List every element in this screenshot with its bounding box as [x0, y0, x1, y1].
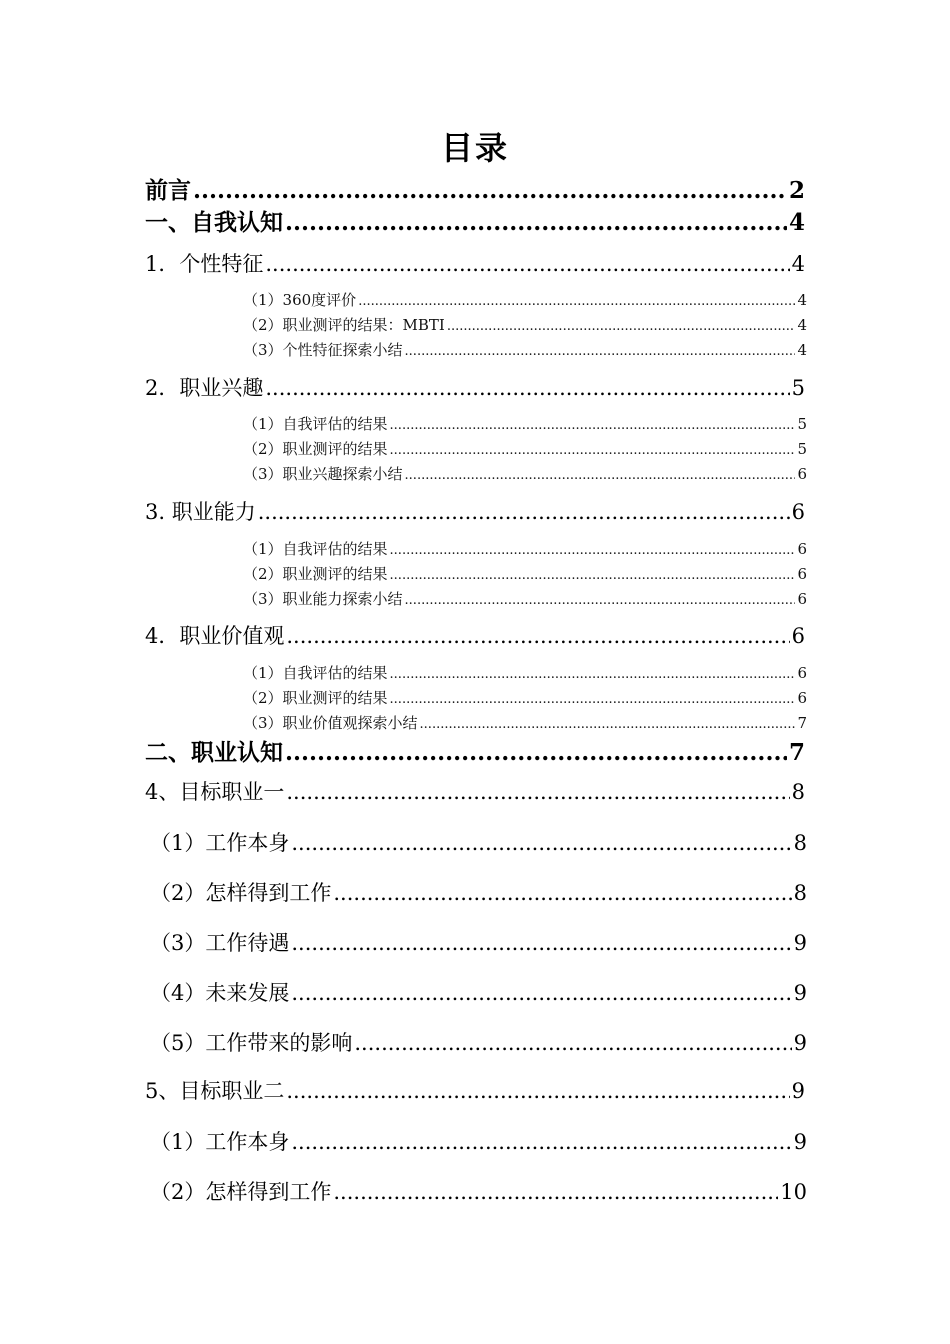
toc-entry[interactable]: [243, 413, 807, 437]
toc-entry-page-number: 7: [788, 739, 805, 766]
dot-leader: [390, 689, 796, 711]
toc-entry[interactable]: [145, 498, 805, 526]
toc-entry[interactable]: [145, 176, 805, 206]
toc-entry-page-number: 9: [793, 931, 807, 955]
dot-leader: [286, 778, 789, 806]
toc-entry-page-number: 4: [788, 209, 805, 236]
dot-leader: [390, 440, 796, 462]
toc-entry-page-number: 4: [797, 316, 807, 334]
toc-entry[interactable]: [145, 738, 805, 768]
toc-entry[interactable]: [243, 662, 807, 686]
toc-entry-page-number: 6: [797, 565, 807, 583]
toc-entry[interactable]: [243, 687, 807, 711]
dot-leader: [265, 374, 789, 402]
dot-leader: [291, 1127, 791, 1157]
dot-leader: [390, 415, 796, 437]
toc-entry-page-number: 9: [793, 981, 807, 1005]
toc-entry-label: （4）未来发展: [150, 981, 290, 1005]
toc-entry-page-number: 9: [793, 1031, 807, 1055]
dot-leader: [286, 622, 789, 650]
dot-leader: [420, 714, 796, 736]
dot-leader: [258, 498, 790, 526]
dot-leader: [333, 878, 791, 908]
toc-entry[interactable]: [150, 928, 807, 958]
toc-entry[interactable]: [243, 438, 807, 462]
toc-entry-page-number: 8: [793, 881, 807, 905]
toc-entry-label: （3）工作待遇: [150, 931, 290, 955]
toc-entry-page-number: 5: [797, 415, 807, 433]
toc-entry-label: 1．个性特征: [145, 252, 264, 276]
dot-leader: [333, 1177, 778, 1207]
dot-leader: [291, 978, 791, 1008]
dot-leader: [405, 465, 796, 487]
toc-entry[interactable]: [243, 289, 807, 313]
toc-entry[interactable]: [145, 374, 805, 402]
toc-entry[interactable]: [243, 563, 807, 587]
dot-leader: [390, 565, 796, 587]
toc-entry[interactable]: [150, 1127, 807, 1157]
toc-entry[interactable]: [243, 314, 807, 338]
toc-entry-label: （1）自我评估的结果: [243, 540, 388, 558]
dot-leader: [447, 316, 796, 338]
toc-entry[interactable]: [243, 538, 807, 562]
toc-entry-label: 前言: [145, 177, 191, 204]
toc-entry[interactable]: [243, 712, 807, 736]
toc-title: 目录: [440, 129, 509, 167]
toc-entry-label: （3）职业能力探索小结: [243, 590, 403, 608]
toc-entry-page-number: 6: [791, 624, 805, 648]
toc-entry-page-number: 6: [797, 590, 807, 608]
toc-entry[interactable]: [145, 622, 805, 650]
toc-entry-page-number: 6: [797, 540, 807, 558]
toc-entry-label: 2．职业兴趣: [145, 376, 264, 400]
dot-leader: [285, 208, 787, 238]
toc-entry-label: （3）职业兴趣探索小结: [243, 465, 403, 483]
toc-entry-label: 一、自我认知: [145, 209, 283, 236]
toc-entry[interactable]: [243, 463, 807, 487]
toc-entry-page-number: 8: [793, 831, 807, 855]
toc-entry[interactable]: [145, 778, 805, 806]
toc-entry-label: 5、目标职业二: [145, 1079, 285, 1103]
toc-entry-page-number: 2: [788, 177, 805, 204]
toc-entry-label: （2）职业测评的结果: [243, 689, 388, 707]
toc-entry[interactable]: [145, 250, 805, 278]
toc-entry-page-number: 5: [791, 376, 805, 400]
toc-entry-label: 二、职业认知: [145, 739, 283, 766]
dot-leader: [354, 1028, 791, 1058]
toc-entry[interactable]: [150, 878, 807, 908]
dot-leader: [405, 590, 796, 612]
toc-entry-page-number: 10: [780, 1180, 807, 1204]
toc-entry-page-number: 4: [797, 341, 807, 359]
toc-entry-label: 4、目标职业一: [145, 780, 285, 804]
toc-entry-label: （3）职业价值观探索小结: [243, 714, 418, 732]
toc-entry-page-number: 7: [797, 714, 807, 732]
toc-entry[interactable]: [243, 588, 807, 612]
toc-entry-label: （2）职业测评的结果: [243, 440, 388, 458]
toc-entry-page-number: 4: [797, 291, 807, 309]
toc-entry-label: （2）怎样得到工作: [150, 881, 332, 905]
dot-leader: [390, 540, 796, 562]
toc-entry-label: （2）职业测评的结果: [243, 565, 388, 583]
toc-entry-page-number: 6: [797, 689, 807, 707]
dot-leader: [405, 341, 796, 363]
toc-entry-page-number: 8: [791, 780, 805, 804]
toc-entry-label: （1）自我评估的结果: [243, 664, 388, 682]
toc-entry[interactable]: [150, 978, 807, 1008]
dot-leader: [193, 176, 787, 206]
dot-leader: [390, 664, 796, 686]
dot-leader: [285, 738, 787, 768]
dot-leader: [291, 928, 791, 958]
toc-entry-label: （3）个性特征探索小结: [243, 341, 403, 359]
toc-entry-label: 3. 职业能力: [145, 500, 256, 524]
toc-entry-label: （1）工作本身: [150, 831, 290, 855]
toc-entry-page-number: 4: [791, 252, 805, 276]
toc-entry-label: （1）工作本身: [150, 1130, 290, 1154]
toc-entry-page-number: 5: [797, 440, 807, 458]
dot-leader: [358, 291, 795, 313]
dot-leader: [291, 828, 791, 858]
toc-entry-page-number: 6: [797, 664, 807, 682]
dot-leader: [286, 1077, 789, 1105]
toc-entry-label: （1）360度评价: [243, 291, 357, 309]
toc-entry[interactable]: [145, 208, 805, 238]
toc-entry-label: （5）工作带来的影响: [150, 1031, 353, 1055]
toc-entry[interactable]: [150, 1028, 807, 1058]
toc-entry-page-number: 6: [791, 500, 805, 524]
toc-entry[interactable]: [145, 1077, 805, 1105]
toc-entry-page-number: 9: [791, 1079, 805, 1103]
toc-entry-page-number: 9: [793, 1130, 807, 1154]
toc-entry[interactable]: [150, 828, 807, 858]
toc-entry[interactable]: [243, 339, 807, 363]
toc-entry[interactable]: [150, 1177, 807, 1207]
toc-entry-page-number: 6: [797, 465, 807, 483]
toc-entry-label: （2）怎样得到工作: [150, 1180, 332, 1204]
toc-entry-label: 4．职业价值观: [145, 624, 285, 648]
toc-entry-label: （2）职业测评的结果：MBTI: [243, 316, 445, 334]
toc-entry-label: （1）自我评估的结果: [243, 415, 388, 433]
dot-leader: [265, 250, 789, 278]
